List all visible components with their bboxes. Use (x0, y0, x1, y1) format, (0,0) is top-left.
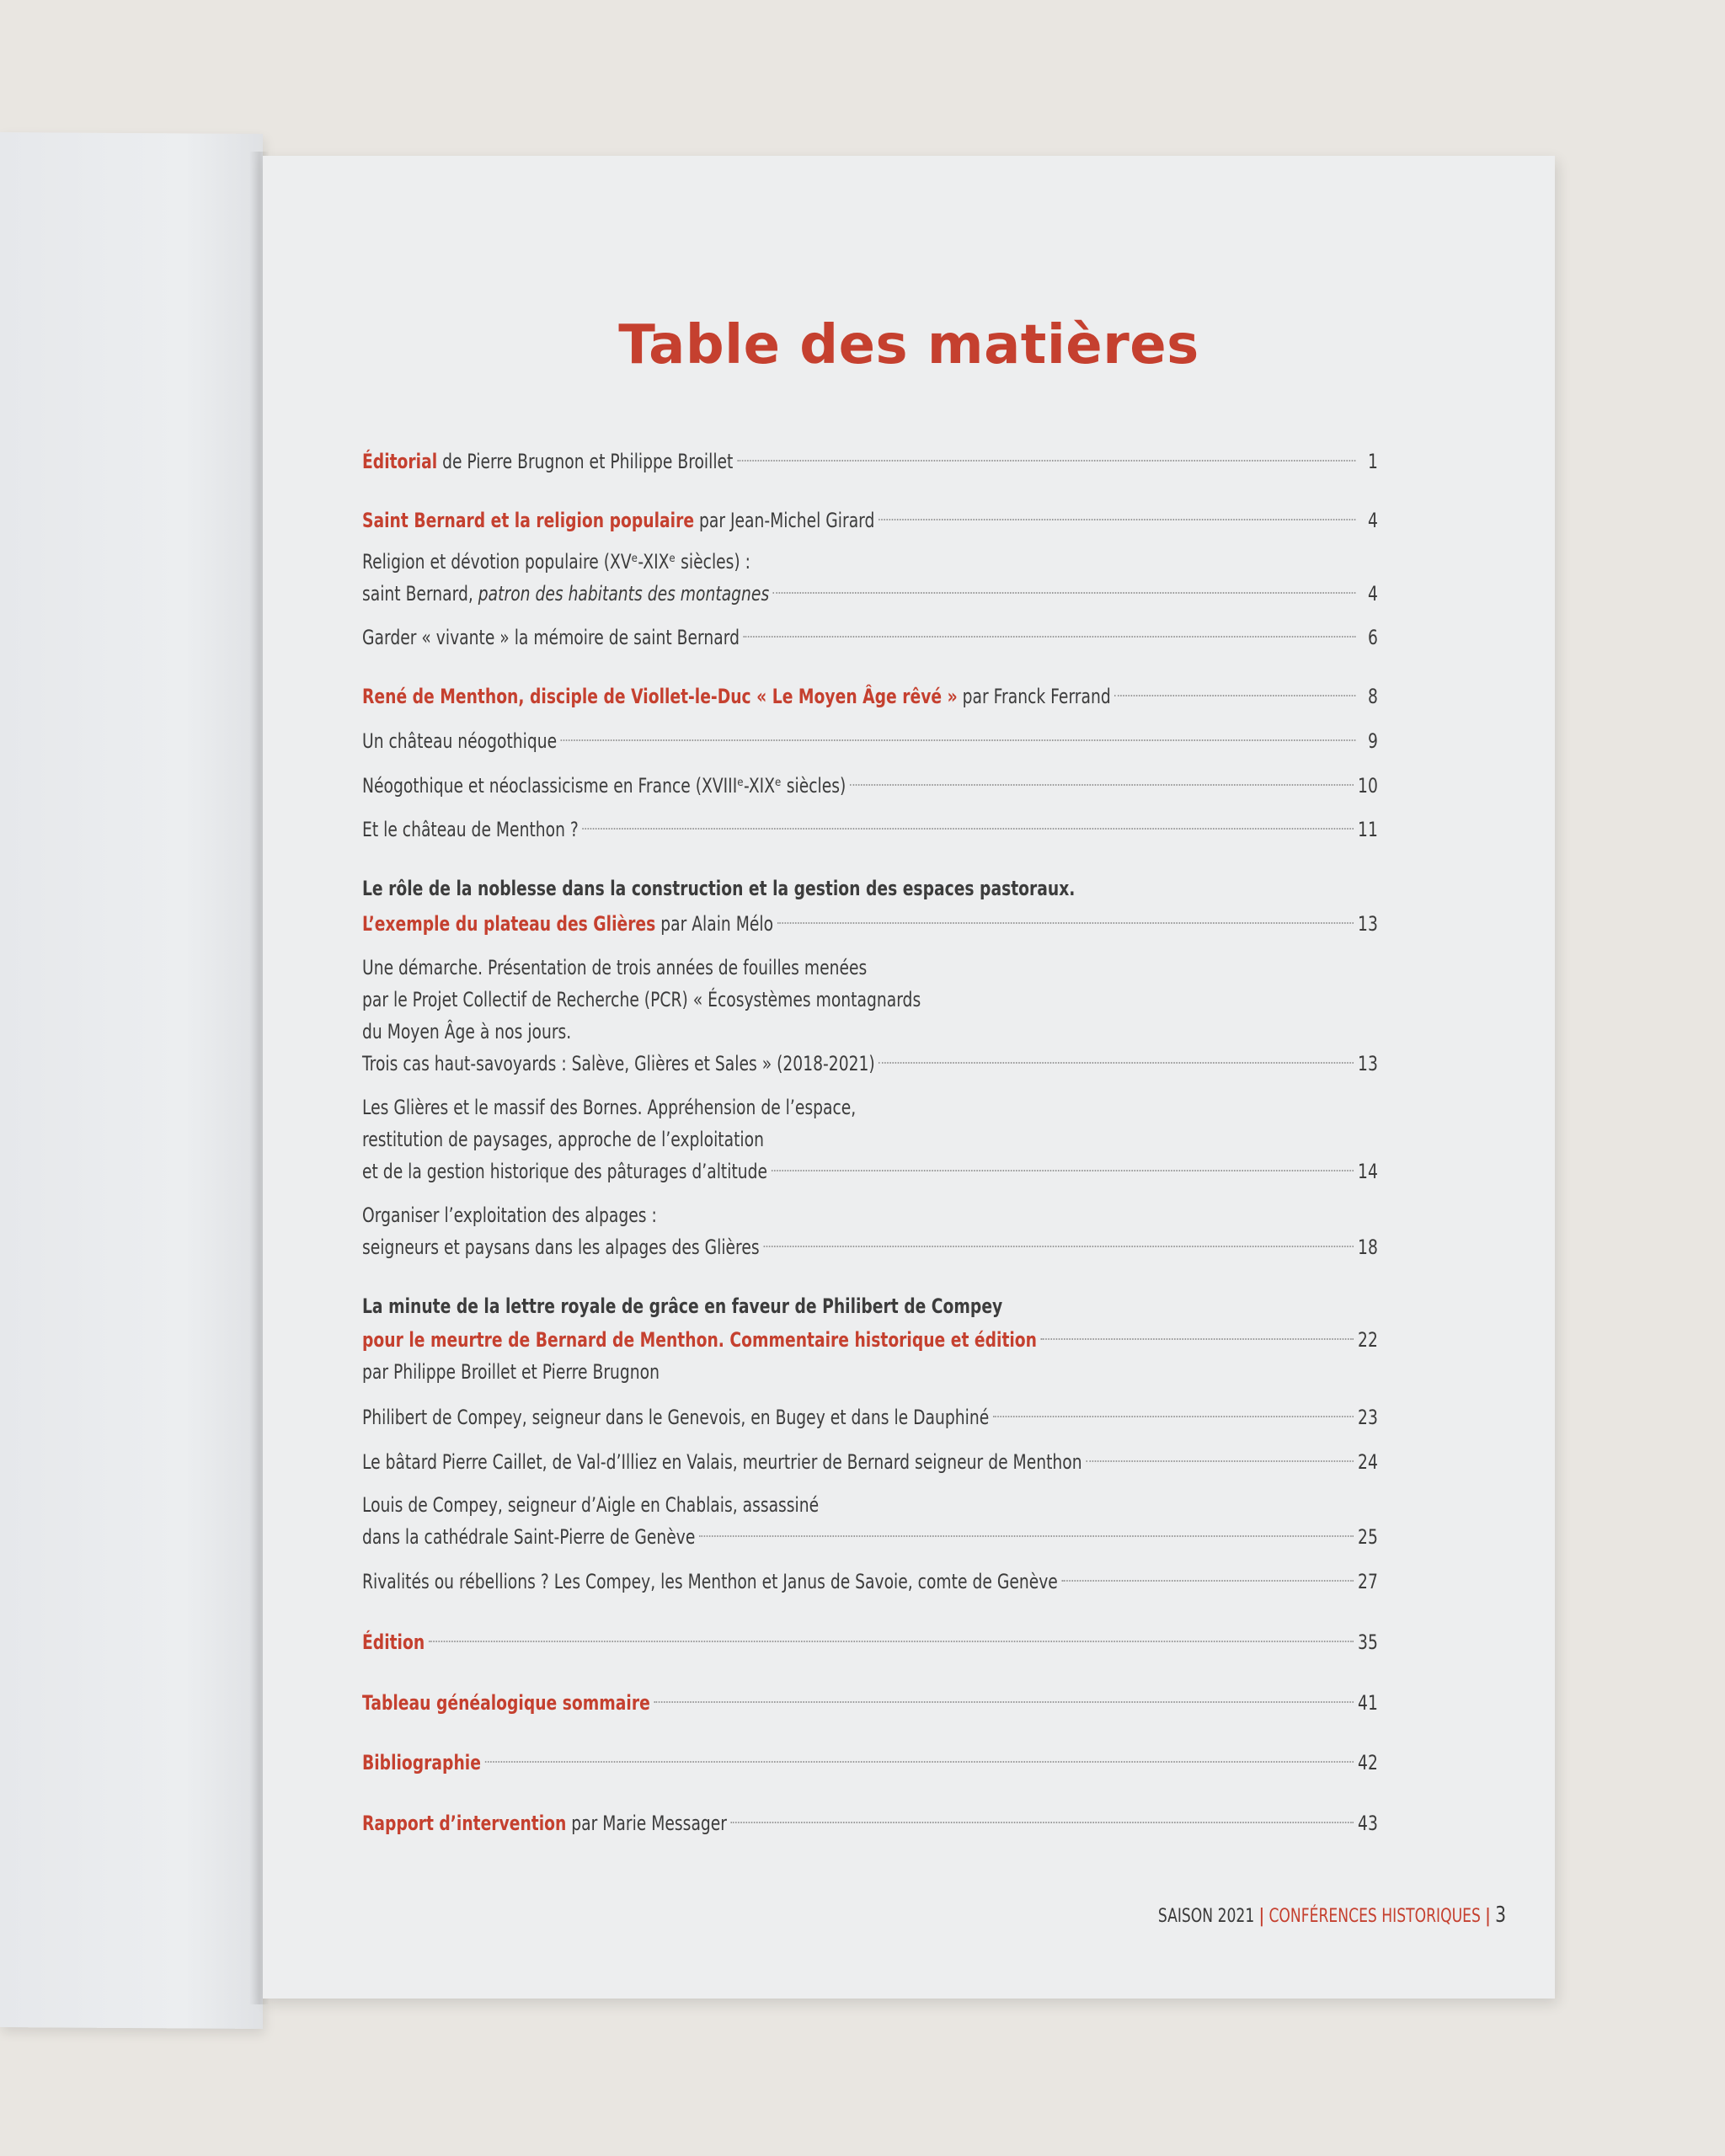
leader-dots (699, 1535, 1354, 1537)
leader-dots (879, 519, 1355, 520)
toc-entry-edition (362, 1625, 1378, 1659)
toc-entry-author: par Alain Mélo (655, 912, 774, 936)
leader-dots (850, 784, 1354, 786)
footer-separator: | (1258, 1906, 1264, 1927)
toc-subentry-text: Néogothique et néoclassicisme en France (XVIIIᵉ-XIXᵉ siècles) (362, 774, 846, 798)
toc-subentry-batard (362, 1445, 1378, 1479)
toc-entry-noblesse (362, 907, 1378, 941)
toc-page-number: 8 (1367, 685, 1378, 708)
toc-subentry-line: Louis de Compey, seigneur d’Aigle en Chablais, assassiné (362, 1493, 820, 1517)
toc-subentry-philibert (362, 1401, 1378, 1434)
toc-subentry-text: Garder « vivante » la mémoire de saint Bernard (362, 626, 740, 649)
leader-dots (993, 1416, 1354, 1417)
toc-subentry-line: Organiser l’exploitation des alpages : (362, 1203, 657, 1227)
toc-entry-rene-de-menthon (362, 680, 1378, 713)
toc-subentry-text: Et le château de Menthon ? (362, 818, 579, 841)
toc-subentry-garder (362, 621, 1378, 654)
toc-entry-heading: Éditorial (362, 450, 438, 473)
toc-page-number: 23 (1358, 1406, 1378, 1429)
toc-page-number: 13 (1358, 1052, 1378, 1075)
leader-dots (1062, 1580, 1354, 1582)
toc-subentry-text: Philibert de Compey, seigneur dans le Genevois, en Bugey et dans le Dauphiné (362, 1406, 990, 1429)
toc-subentry-text: Trois cas haut-savoyards : Salève, Glières et Sales » (2018-2021) (362, 1052, 875, 1075)
leader-dots (583, 828, 1354, 830)
right-page (263, 156, 1555, 1999)
toc-subentry-louis-de-compey (362, 1520, 1378, 1554)
footer-section: CONFÉRENCES HISTORIQUES (1268, 1906, 1481, 1927)
toc-subentry-italic: patron des habitants des montagnes (478, 582, 770, 606)
toc-subentry-rivalites (362, 1565, 1378, 1598)
toc-subentry-neogothique (362, 769, 1378, 803)
leader-dots (763, 1246, 1354, 1247)
footer-season: SAISON 2021 (1157, 1906, 1255, 1927)
toc-entry-rapport (362, 1806, 1378, 1840)
toc-page-number: 11 (1358, 818, 1378, 841)
toc-subentry-text: dans la cathédrale Saint-Pierre de Genève (362, 1525, 696, 1549)
leader-dots (772, 1170, 1354, 1171)
toc-page-number: 4 (1367, 509, 1378, 532)
toc-entry-heading: René de Menthon, disciple de Viollet-le-Duc « Le Moyen Âge rêvé » (362, 685, 958, 708)
toc-subentry-text: Un château néogothique (362, 729, 558, 753)
toc-entry-heading: Édition (362, 1630, 425, 1654)
toc-entry-heading: Saint Bernard et la religion populaire (362, 509, 695, 532)
leader-dots (654, 1701, 1354, 1703)
footer-separator: | (1485, 1906, 1491, 1927)
toc-subentry-line: du Moyen Âge à nos jours. (362, 1020, 572, 1043)
toc-page-number: 6 (1367, 626, 1378, 649)
toc-subentry-glieres (362, 1155, 1378, 1188)
leader-dots (731, 1822, 1354, 1823)
leader-dots (429, 1641, 1354, 1642)
toc-entry-saint-bernard (362, 504, 1378, 537)
toc-page-number: 43 (1358, 1812, 1378, 1835)
toc-subentry-text: Le bâtard Pierre Caillet, de Val-d’Illiez en Valais, meurtrier de Bernard seigneur de Menthon (362, 1450, 1082, 1474)
toc-page-number: 1 (1367, 450, 1378, 473)
toc-page-number: 14 (1358, 1160, 1378, 1183)
toc-entry-heading: Bibliographie (362, 1751, 481, 1774)
toc-entry-heading: Rapport d’intervention (362, 1812, 567, 1835)
toc-subentry-line: par le Projet Collectif de Recherche (PCR) « Écosystèmes montagnards (362, 988, 921, 1011)
toc-subentry-text: et de la gestion historique des pâturages d’altitude (362, 1160, 768, 1183)
toc-entry-lettre-royale (362, 1323, 1378, 1357)
toc-page-number: 9 (1367, 729, 1378, 753)
toc-entry-author: par Franck Ferrand (957, 685, 1111, 708)
toc-page-number: 4 (1367, 582, 1378, 606)
leader-dots (1086, 1460, 1354, 1462)
toc-entry-heading: L’exemple du plateau des Glières (362, 912, 656, 936)
toc-page-number: 42 (1358, 1751, 1378, 1774)
leader-dots (777, 922, 1354, 924)
toc-page-number: 41 (1358, 1691, 1378, 1715)
toc-entry-editorial (362, 445, 1378, 478)
toc-subentry-text: Rivalités ou rébellions ? Les Compey, les Menthon et Janus de Savoie, comte de Genève (362, 1570, 1058, 1593)
leader-dots (561, 739, 1356, 741)
toc-page-number: 24 (1358, 1450, 1378, 1474)
toc-page-number: 27 (1358, 1570, 1378, 1593)
toc-page-number: 22 (1358, 1328, 1378, 1352)
leader-dots (1041, 1338, 1354, 1340)
toc-entry-heading: pour le meurtre de Bernard de Menthon. Commentaire historique et édition (362, 1328, 1037, 1352)
toc-entry-tableau-genealogique (362, 1686, 1378, 1720)
toc-page-number: 25 (1358, 1525, 1378, 1549)
leader-dots (744, 636, 1356, 638)
toc-subentry-chateau-menthon (362, 813, 1378, 846)
leader-dots (737, 460, 1355, 462)
toc-subentry-chateau-neogothique (362, 724, 1378, 758)
toc-subentry-demarche (362, 1047, 1378, 1081)
toc-subentry-text: saint Bernard, (362, 582, 478, 606)
toc-entry-bibliographie (362, 1746, 1378, 1780)
toc-entry-heading-line: La minute de la lettre royale de grâce en faveur de Philibert de Compey (362, 1294, 1003, 1318)
leader-dots (1114, 695, 1355, 696)
toc-subentry-alpages (362, 1230, 1378, 1264)
footer-page-number: 3 (1495, 1903, 1506, 1928)
toc-entry-heading-line: Le rôle de la noblesse dans la construction et la gestion des espaces pastoraux. (362, 877, 1076, 900)
toc-subentry-line: Religion et dévotion populaire (XVᵉ-XIXᵉ siècles) : (362, 550, 750, 574)
toc-subentry-line: Les Glières et le massif des Bornes. Appréhension de l’espace, (362, 1096, 857, 1119)
toc-page-number: 18 (1358, 1235, 1378, 1259)
page-footer (1095, 1903, 1506, 1928)
toc-page-number: 13 (1358, 912, 1378, 936)
leader-dots (485, 1761, 1354, 1763)
leader-dots (879, 1062, 1354, 1064)
toc-page-number: 35 (1358, 1630, 1378, 1654)
toc-entry-author: par Jean-Michel Girard (694, 509, 875, 532)
toc-subentry-line: Une démarche. Présentation de trois années de fouilles menées (362, 956, 868, 979)
left-page (0, 132, 263, 2029)
toc-subentry-text: seigneurs et paysans dans les alpages des Glières (362, 1235, 760, 1259)
page-title: Table des matières (618, 314, 1199, 376)
toc-entry-author-line: par Philippe Broillet et Pierre Brugnon (362, 1360, 660, 1384)
toc-page-number: 10 (1358, 774, 1378, 798)
leader-dots (773, 592, 1355, 594)
toc-entry-author: par Marie Messager (566, 1812, 728, 1835)
toc-subentry-line: restitution de paysages, approche de l’exploitation (362, 1128, 764, 1151)
toc-entry-author: de Pierre Brugnon et Philippe Broillet (437, 450, 734, 473)
toc-entry-heading: Tableau généalogique sommaire (362, 1691, 650, 1715)
toc-subentry-religion (362, 577, 1378, 611)
